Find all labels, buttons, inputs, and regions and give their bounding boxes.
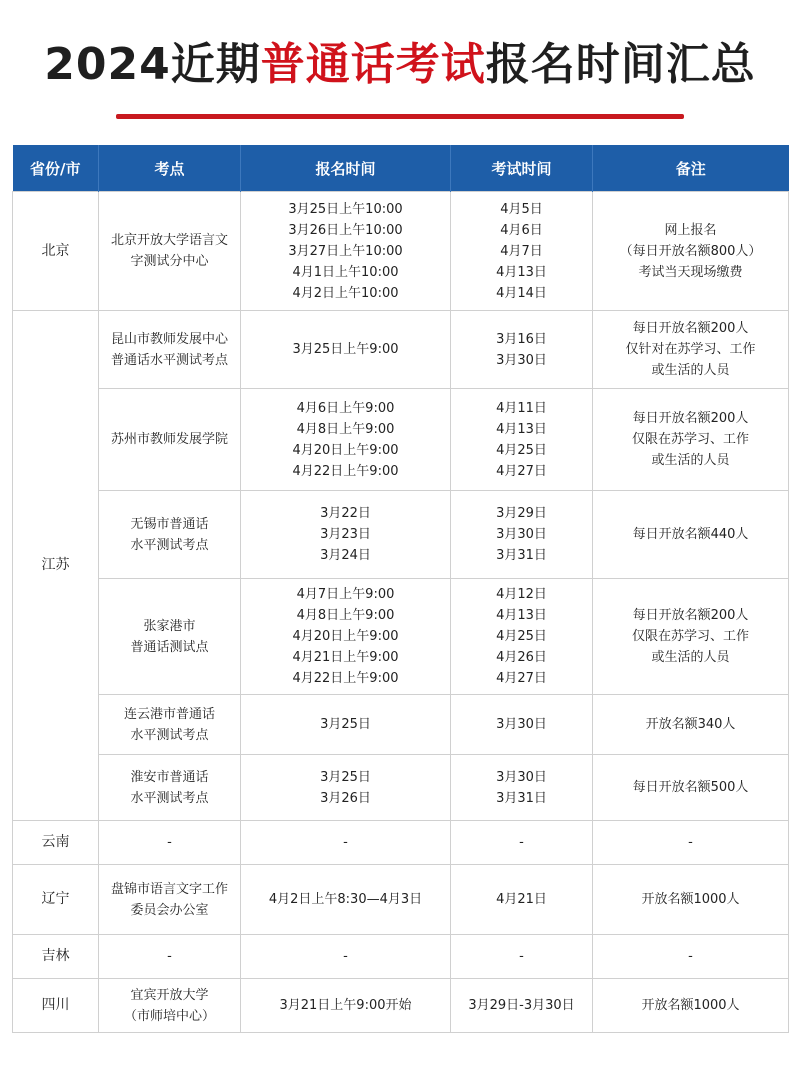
table-row	[13, 389, 789, 491]
cell-line: 4月25日	[496, 442, 547, 458]
cell-line: 宜宾开放大学	[130, 987, 209, 1003]
registration-cell	[241, 579, 451, 695]
province-cell: 江苏	[13, 311, 99, 821]
registration-cell	[241, 755, 451, 821]
cell-line: 普通话水平测试考点	[110, 352, 228, 368]
cell-line: 或生活的人员	[651, 363, 730, 378]
cell-line: 4月20日上午9:00	[292, 442, 399, 458]
exam-cell	[451, 755, 593, 821]
cell-line: 4月2日上午10:00	[292, 285, 399, 301]
exam-cell	[451, 979, 593, 1033]
cell-line: 3月30日	[496, 717, 547, 732]
cell-line: 水平测试考点	[130, 790, 209, 806]
cell-line: 水平测试考点	[130, 727, 209, 743]
registration-cell	[241, 865, 451, 935]
table-row	[13, 695, 789, 755]
table-row	[13, 865, 789, 935]
cell-line: 4月14日	[496, 285, 547, 301]
cell-line: 淮安市普通话	[130, 769, 209, 785]
cell-line: -	[167, 835, 172, 850]
site-cell	[99, 311, 241, 389]
cell-line: 3月30日	[496, 352, 547, 368]
table-row	[13, 192, 789, 311]
notes-cell	[593, 865, 789, 935]
cell-line: 水平测试考点	[130, 537, 209, 553]
cell-line: 4月11日	[496, 400, 547, 416]
cell-line: 连云港市普通话	[123, 706, 215, 722]
cell-line: 4月13日	[496, 264, 547, 280]
notes-cell	[593, 935, 789, 979]
cell-line: 3月30日	[496, 527, 547, 542]
cell-line: 3月30日	[496, 769, 547, 785]
cell-line: -	[688, 835, 693, 850]
cell-line: 无锡市普通话	[130, 516, 209, 532]
cell-line: 每日开放名额200人	[632, 321, 749, 336]
exam-cell	[451, 821, 593, 865]
cell-line: 3月25日上午9:00	[292, 342, 399, 357]
cell-line: 苏州市教师发展学院	[110, 432, 228, 447]
header-province: 省份/市	[13, 145, 99, 192]
table-row	[13, 935, 789, 979]
registration-cell	[241, 311, 451, 389]
table-row	[13, 979, 789, 1033]
cell-line: 4月25日	[496, 629, 547, 644]
cell-line: 或生活的人员	[651, 650, 730, 665]
cell-line: 张家港市	[143, 618, 196, 634]
cell-line: -	[343, 835, 348, 850]
cell-line: 4月21日	[496, 892, 547, 907]
cell-line: 仅针对在苏学习、工作	[625, 342, 756, 357]
cell-line: 4月12日	[496, 587, 547, 602]
title-prefix: 2024近期	[44, 39, 261, 90]
exam-cell	[451, 579, 593, 695]
site-cell	[99, 865, 241, 935]
cell-line: 4月2日上午8:30—4月3日	[268, 892, 423, 907]
cell-line: 3月31日	[496, 548, 547, 563]
notes-cell	[593, 695, 789, 755]
cell-line: 4月8日上午9:00	[296, 421, 395, 437]
table-row	[13, 491, 789, 579]
cell-line: 3月21日上午9:00开始	[279, 998, 412, 1013]
cell-line: 4月21日上午9:00	[292, 650, 399, 665]
cell-line: 3月16日	[496, 331, 547, 347]
cell-line: 北京开放大学语言文	[110, 233, 228, 248]
registration-cell	[241, 979, 451, 1033]
cell-line: 开放名额1000人	[641, 998, 740, 1013]
cell-line: -	[688, 949, 693, 964]
exam-cell	[451, 865, 593, 935]
province-cell: 辽宁	[13, 865, 99, 935]
exam-cell	[451, 695, 593, 755]
cell-line: 3月22日	[320, 506, 371, 521]
cell-line: -	[343, 949, 348, 964]
registration-cell	[241, 821, 451, 865]
cell-line: 或生活的人员	[651, 453, 730, 468]
notes-cell	[593, 491, 789, 579]
header-site: 考点	[99, 145, 241, 192]
registration-cell	[241, 192, 451, 311]
cell-line: 3月29日-3月30日	[468, 998, 575, 1013]
cell-line: 开放名额340人	[645, 717, 736, 732]
notes-cell	[593, 311, 789, 389]
table-row	[13, 755, 789, 821]
cell-line: 每日开放名额440人	[632, 527, 749, 542]
cell-line: 3月24日	[320, 548, 371, 563]
cell-line: 3月29日	[496, 506, 547, 521]
cell-line: 3月26日上午10:00	[288, 222, 403, 238]
site-cell	[99, 389, 241, 491]
table-row	[13, 579, 789, 695]
table-row	[13, 311, 789, 389]
cell-line: -	[519, 949, 524, 964]
province-cell: 四川	[13, 979, 99, 1033]
cell-line: 仅限在苏学习、工作	[631, 629, 749, 644]
site-cell	[99, 491, 241, 579]
cell-line: 4月6日	[500, 222, 543, 238]
cell-line: 3月25日上午10:00	[288, 201, 403, 217]
table-row	[13, 821, 789, 865]
cell-line: 4月22日上午9:00	[292, 463, 399, 479]
notes-cell	[593, 821, 789, 865]
exam-cell	[451, 192, 593, 311]
cell-line: 考试当天现场缴费	[638, 264, 743, 280]
province-cell: 云南	[13, 821, 99, 865]
header-notes: 备注	[593, 145, 789, 192]
registration-cell	[241, 695, 451, 755]
province-cell: 吉林	[13, 935, 99, 979]
registration-cell	[241, 491, 451, 579]
cell-line: 3月26日	[320, 790, 371, 806]
cell-line: 4月26日	[496, 650, 547, 665]
title-suffix: 报名时间汇总	[485, 39, 756, 90]
notes-cell	[593, 579, 789, 695]
cell-line: 4月13日	[496, 608, 547, 623]
cell-line: 盘锦市语言文字工作	[110, 881, 228, 897]
site-cell	[99, 755, 241, 821]
cell-line: 每日开放名额500人	[632, 780, 749, 795]
cell-line: 普通话测试点	[130, 639, 209, 655]
table-header-row	[13, 145, 789, 192]
cell-line: -	[519, 835, 524, 850]
cell-line: 委员会办公室	[130, 902, 209, 918]
page-title	[0, 30, 800, 100]
cell-line: 4月7日	[500, 243, 543, 259]
cell-line: 每日开放名额200人	[632, 608, 749, 623]
cell-line: 每日开放名额200人	[632, 411, 749, 426]
header-exam-time: 考试时间	[451, 145, 593, 192]
site-cell	[99, 579, 241, 695]
site-cell	[99, 979, 241, 1033]
site-cell	[99, 695, 241, 755]
title-highlight: 普通话考试	[260, 39, 486, 90]
cell-line: 4月6日上午9:00	[296, 400, 395, 416]
cell-line: 4月5日	[500, 201, 543, 217]
header-registration-time: 报名时间	[241, 145, 451, 192]
cell-line: 4月1日上午10:00	[292, 264, 399, 280]
cell-line: 3月23日	[320, 527, 371, 542]
cell-line: 4月22日上午9:00	[292, 671, 399, 686]
exam-cell	[451, 389, 593, 491]
cell-line: 字测试分中心	[130, 254, 209, 269]
cell-line: 4月20日上午9:00	[292, 629, 399, 644]
site-cell	[99, 935, 241, 979]
cell-line: 开放名额1000人	[641, 892, 740, 907]
notes-cell	[593, 192, 789, 311]
cell-line: 网上报名	[664, 222, 717, 238]
site-cell	[99, 192, 241, 311]
title-underline	[116, 114, 684, 119]
cell-line: 4月27日	[496, 463, 547, 479]
cell-line: 3月25日	[320, 769, 371, 785]
cell-line: 3月31日	[496, 790, 547, 806]
province-cell: 北京	[13, 192, 99, 311]
notes-cell	[593, 755, 789, 821]
cell-line: 3月27日上午10:00	[288, 243, 403, 259]
cell-line: 4月7日上午9:00	[296, 587, 395, 602]
cell-line: （每日开放名额800人）	[619, 243, 762, 259]
exam-schedule-table	[12, 145, 789, 1033]
exam-cell	[451, 491, 593, 579]
notes-cell	[593, 979, 789, 1033]
site-cell	[99, 821, 241, 865]
cell-line: 4月27日	[496, 671, 547, 686]
registration-cell	[241, 935, 451, 979]
table-body	[13, 192, 789, 1033]
cell-line: 3月25日	[320, 717, 371, 732]
registration-cell	[241, 389, 451, 491]
notes-cell	[593, 389, 789, 491]
cell-line: （市师培中心）	[123, 1008, 215, 1024]
exam-cell	[451, 311, 593, 389]
cell-line: -	[167, 949, 172, 964]
cell-line: 4月8日上午9:00	[296, 608, 395, 623]
cell-line: 昆山市教师发展中心	[110, 331, 228, 347]
exam-cell	[451, 935, 593, 979]
cell-line: 4月13日	[496, 421, 547, 437]
cell-line: 仅限在苏学习、工作	[631, 432, 749, 447]
